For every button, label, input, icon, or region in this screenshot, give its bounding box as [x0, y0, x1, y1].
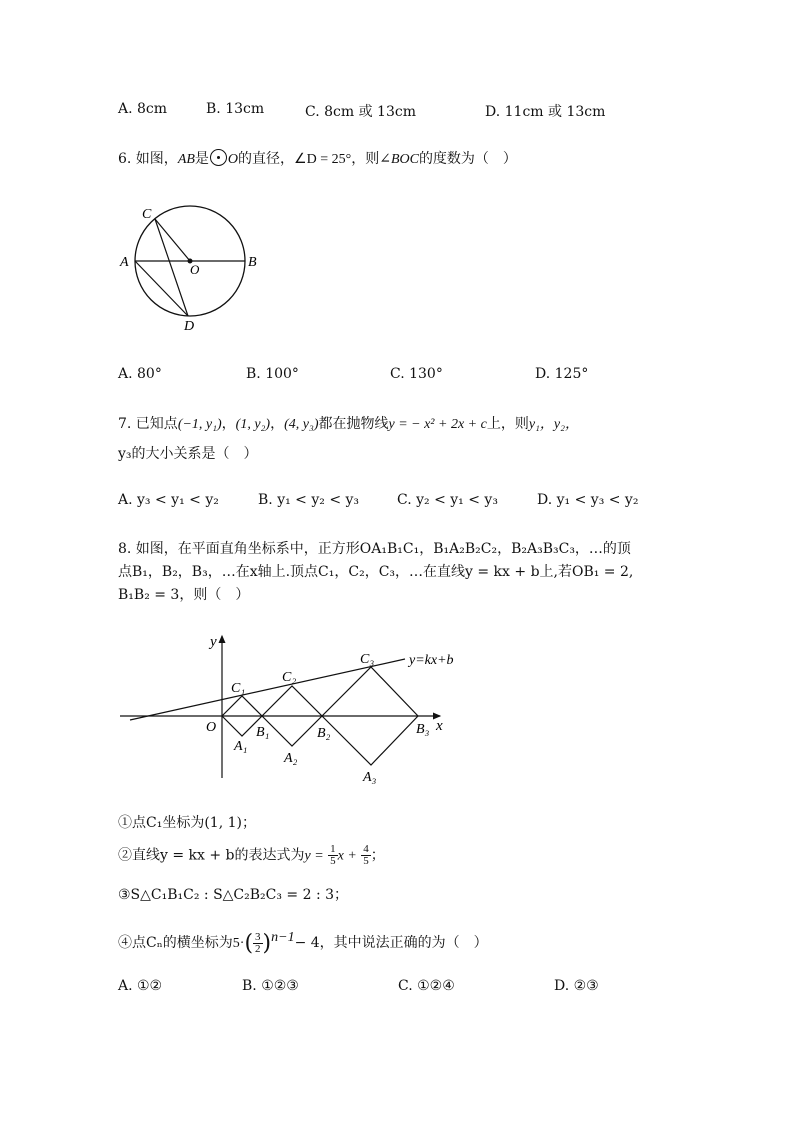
label-a2: A₂ — [284, 751, 298, 766]
q8-s2-y: y = — [304, 848, 324, 864]
q6-is: 是 — [194, 151, 209, 167]
numerator: 4 — [363, 843, 369, 855]
label-c: C — [142, 207, 152, 222]
label-c3: C₃ — [360, 652, 375, 667]
q8-option-b: B. ①②③ — [242, 978, 299, 994]
denominator: 2 — [255, 942, 261, 955]
fraction-1-5 — [328, 844, 338, 867]
denominator: 5 — [363, 855, 369, 867]
q5-option-b: B. 13cm — [206, 101, 265, 117]
label-b1: B₁ — [256, 725, 270, 740]
q7-parabola: y = − x² + 2x + c — [388, 417, 487, 432]
q8-statement-1: ①点C₁坐标为(1, 1)； — [118, 815, 256, 831]
q8-line2: 点B₁，B₂，B₃，…在x轴上.顶点C₁，C₂，C₃，…在直线y = kx + b上,若OB₁ = 2, — [118, 564, 634, 580]
segment-co — [155, 219, 190, 261]
q8-statement-4: ④点Cₙ的横坐标为5·( $\frac{3}{2}$ )$^{n-1}$− 4，其中说法正确的为（ ） — [118, 930, 488, 956]
label-o: O — [190, 262, 200, 277]
q7-point2: (1, y₂) — [235, 417, 271, 432]
label-c1: C₁ — [231, 681, 246, 696]
q6-option-a: A. 80° — [118, 366, 162, 382]
q8-s4-tail: − 4，其中说法正确的为（ ） — [294, 935, 488, 951]
label-y-axis: y — [210, 634, 217, 650]
q8-option-c: C. ①②④ — [398, 978, 455, 994]
q8-line3: B₁B₂ = 3，则（ ） — [118, 587, 250, 603]
label-origin: O — [206, 720, 217, 735]
chord-cd — [155, 219, 188, 316]
label-c2: C₂ — [282, 670, 297, 685]
q7-option-d: D. y₁ < y₃ < y₂ — [537, 492, 639, 508]
q7-option-c: C. y₂ < y₁ < y₃ — [397, 492, 498, 508]
q7-option-b: B. y₁ < y₂ < y₃ — [258, 492, 360, 508]
denominator: 5 — [330, 855, 336, 867]
q6-circle-figure — [110, 200, 270, 340]
q7-line2: y₃的大小关系是（ ） — [118, 446, 258, 462]
q7-point1: (−1, y₁) — [177, 417, 222, 432]
q7-line1: 7. 已知点(−1, y₁)，(1, y₂)，(4, y₃)都在抛物线y = − x² + 2x + c上，则y₁，y₂， — [118, 416, 579, 432]
label-b2: B₂ — [317, 726, 331, 741]
q8-option-a: A. ①② — [118, 978, 163, 994]
label-line: y=kx+b — [409, 653, 454, 668]
label-d: D — [184, 319, 195, 334]
q6-prefix: 6. 如图， — [118, 151, 178, 167]
q8-s4-exponent: n−1 — [271, 930, 295, 945]
q8-coordinate-figure — [110, 628, 470, 788]
q6-circle-o: O — [227, 152, 239, 167]
fraction-3-2 — [253, 932, 263, 955]
q6-mid: 的直径， — [238, 151, 295, 167]
q7-mid: 都在抛物线 — [318, 416, 389, 432]
q8-s2-text: ②直线y = kx + b的表达式为 — [118, 847, 305, 864]
q7-prefix: 7. 已知点 — [118, 416, 178, 432]
label-a: A — [120, 255, 129, 270]
q6-option-c: C. 130° — [390, 366, 443, 382]
fraction-4-5 — [361, 844, 371, 867]
q8-s4-text: ④点Cₙ的横坐标为 — [118, 935, 233, 951]
numerator: 3 — [255, 930, 261, 943]
label-b: B — [248, 255, 257, 270]
label-x-axis: x — [436, 718, 443, 734]
circle-symbol-icon — [210, 149, 227, 166]
q5-option-a: A. 8cm — [118, 101, 168, 117]
q8-option-d: D. ②③ — [554, 978, 599, 994]
label-a3: A₃ — [363, 770, 377, 785]
q6-boc: BOC — [390, 152, 419, 167]
q6-option-b: B. 100° — [246, 366, 299, 382]
q7-vars: y₁，y₂， — [528, 417, 579, 432]
q8-s4-coef: 5· — [232, 936, 245, 951]
q6-ab: AB — [177, 152, 195, 167]
q7-point3: (4, y₃) — [284, 417, 319, 432]
label-b3: B₃ — [416, 722, 430, 737]
q5-option-c: C. 8cm 或 13cm — [305, 104, 416, 120]
q7-option-a: A. y₃ < y₁ < y₂ — [118, 492, 219, 508]
q6-suffix: 的度数为（ ） — [418, 151, 517, 167]
q8-s2-x: x + — [337, 848, 357, 864]
q8-line1: 8. 如图，在平面直角坐标系中，正方形OA₁B₁C₁，B₁A₂B₂C₂，B₂A₃B₃C₃，…的顶 — [118, 541, 631, 557]
q6-option-d: D. 125° — [535, 366, 589, 382]
q6-stem — [118, 148, 517, 168]
q5-option-d: D. 11cm 或 13cm — [485, 104, 606, 120]
q6-angle: ∠D = 25° — [294, 152, 352, 167]
q8-s2-end: ； — [370, 847, 385, 864]
q8-statement-3: ③S△C₁B₁C₂ : S△C₂B₂C₃ = 2 : 3； — [118, 887, 349, 903]
q6-then: ，则∠ — [351, 151, 391, 167]
q8-statement-2 — [118, 844, 385, 867]
label-a1: A₁ — [234, 739, 248, 754]
q7-end: 上，则 — [486, 416, 529, 432]
numerator: 1 — [330, 843, 336, 855]
